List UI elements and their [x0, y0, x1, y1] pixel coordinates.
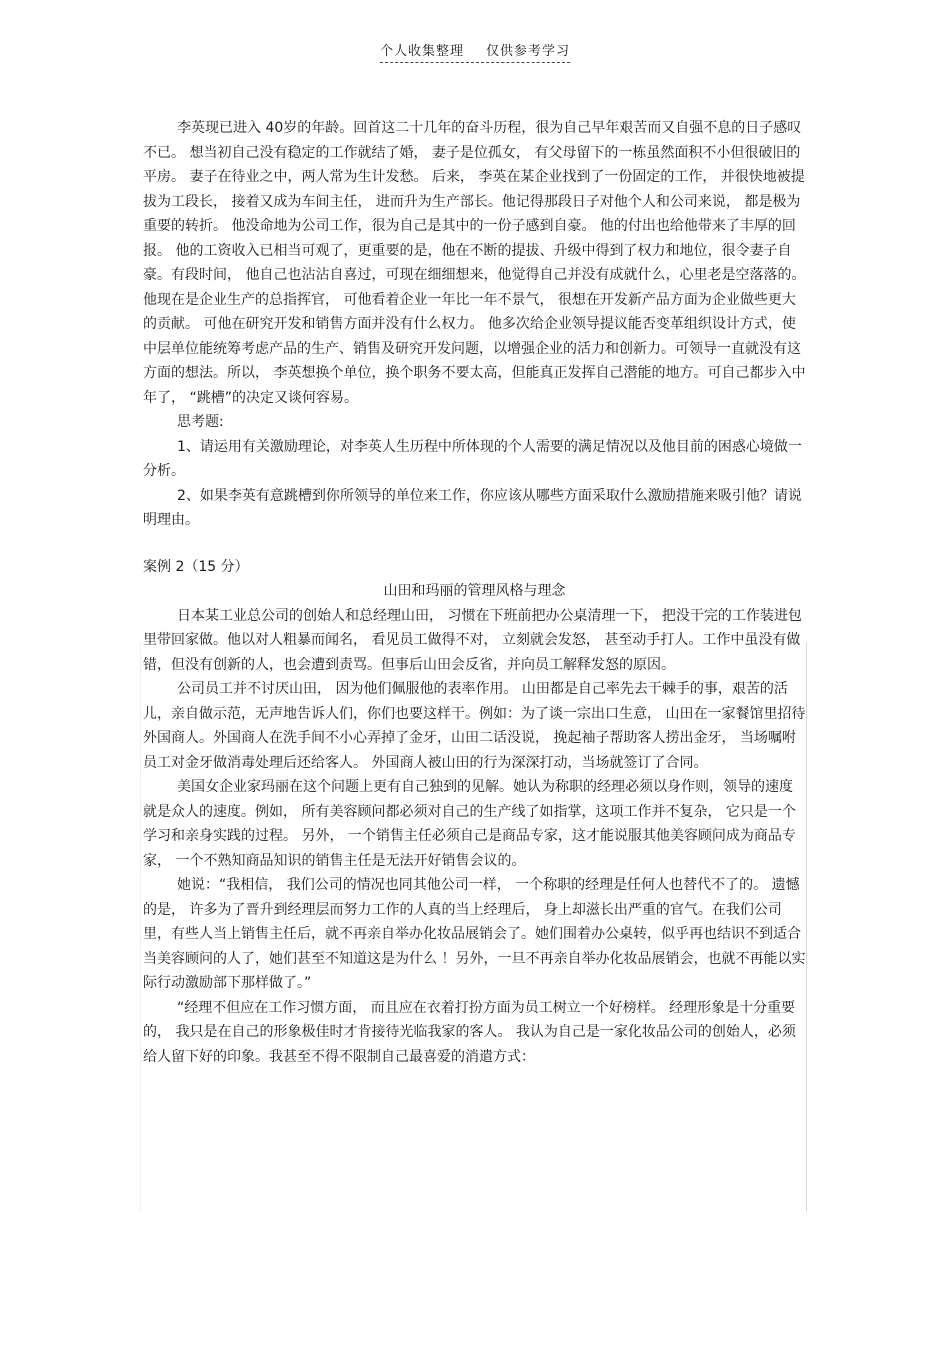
question-heading: 思考题:	[177, 414, 224, 430]
question-1: 1、请运用有关激励理论，对李英人生历程中所体现的个人需要的满足情况以及他目前的困惑心境做一分析。	[143, 438, 802, 479]
case2-title: 山田和玛丽的管理风格与理念	[383, 583, 566, 599]
case2-paragraph-3: 美国女企业家玛丽在这个问题上更有自己独到的见解。她认为称职的经理必须以身作则，领导的速度就是众人的速度。例如， 所有美容顾问都必须对自己的生产线了如指掌，这项工作并不复杂， 它只是一个学习和亲身实践的过程。 另外， 一个销售主任必须自己是商品专家，这才能说服其他美容顾问成为商品专家， 一个不熟知商品知识的销售主任是无法开好销售会议的。	[143, 779, 796, 869]
case2-right-border	[806, 642, 807, 1212]
case2-paragraph-2: 公司员工并不讨厌山田， 因为他们佩服他的表率作用。 山田都是自己率先去干棘手的事，艰苦的活儿，亲自做示范，无声地告诉人们，你们也要这样干。例如：为了谈一宗出口生意， 山田在一家餐馆里招待外国商人。外国商人在洗手间不小心弄掉了金牙，山田二话没说， 挽起袖子帮助客人捞出金牙， 当场嘱咐员工对金牙做消毒处理后还给客人。 外国商人被山田的行为深深打动，当场就签订了合同。	[143, 681, 806, 771]
page-header	[0, 40, 950, 63]
case2-paragraph-5: “经理不但应在工作习惯方面， 而且应在衣着打扮方面为员工树立一个好榜样。 经理形象是十分重要的， 我只是在自己的形象极佳时才肯接待光临我家的客人。 我认为自己是一家化妆品公司的创始人，必须给人留下好的印象。我甚至不得不限制自己最喜爱的消遣方式：	[143, 999, 796, 1065]
document-body	[143, 116, 806, 1069]
case2-paragraph-4: 她说：“我相信， 我们公司的情况也同其他公司一样， 一个称职的经理是任何人也替代不了的。 遗憾的是， 许多为了晋升到经理层而努力工作的人真的当上经理后， 身上却滋长出严重的官气。在我们公司里，有些人当上销售主任后，就不再亲自举办化妆品展销会了。她们围着办公桌转，似乎再也结识不到适合当美容顾问的人了，她们甚至不知道这是为什么 ！另外，一旦不再亲自举办化妆品展销会，也就不再能以实际行动激励部下那样做了。”	[143, 877, 806, 991]
header-left-text: 个人收集整理	[379, 44, 464, 59]
case2-section	[143, 579, 806, 1069]
question-2: 2、如果李英有意跳槽到你所领导的单位来工作，你应该从哪些方面采取什么激励措施来吸引他？请说明理由。	[143, 487, 802, 528]
header-right-text: 仅供参考学习	[486, 44, 571, 59]
case2-left-border	[140, 642, 141, 1212]
case2-label: 案例 2（15 分）	[143, 558, 249, 575]
case1-paragraph: 李英现已进入 40岁的年龄。回首这二十几年的奋斗历程，很为自己早年艰苦而又自强不息的日子感叹不已。 想当初自己没有稳定的工作就结了婚， 妻子是位孤女， 有父母留下的一栋虽然面积不小但很破旧的平房。 妻子在待业之中，两人常为生计发愁。 后来， 李英在某企业找到了一份固定的工作， 并很快地被提拔为工段长， 接着又成为车间主任， 进而升为生产部长。他记得那段日子对他个人和公司来说， 都是极为重要的转折。 他没命地为公司工作，很为自己是其中的一份子感到自豪。 他的付出也给他带来了丰厚的回报。 他的工资收入已相当可观了，更重要的是，他在不断的提拔、升级中得到了权力和地位，很令妻子自豪。有段时间， 他自己也沾沾自喜过，可现在细细想来，他觉得自己并没有成就什么，心里老是空落落的。他现在是企业生产的总指挥官， 可他看着企业一年比一年不景气， 很想在开发新产品方面为企业做些更大的贡献。 可他在研究开发和销售方面并没有什么权力。 他多次给企业领导提议能否变革组织设计方式，使中层单位能统筹考虑产品的生产、销售及研究开发问题，以增强企业的活力和创新力。可领导一直就没有这方面的想法。所以， 李英想换个单位，换个职务不要太高，但能真正发挥自己潜能的地方。可自己都步入中年了， “跳槽”的决定又谈何容易。	[143, 120, 806, 406]
case2-paragraph-1: 日本某工业总公司的创始人和总经理山田， 习惯在下班前把办公桌清理一下， 把没干完的工作装进包里带回家做。他以对人粗暴而闻名， 看见员工做得不对， 立刻就会发怒， 甚至动手打人。工作中虽没有做错，但没有创新的人，也会遭到责骂。但事后山田会反省，并向员工解释发怒的原因。	[143, 607, 802, 673]
